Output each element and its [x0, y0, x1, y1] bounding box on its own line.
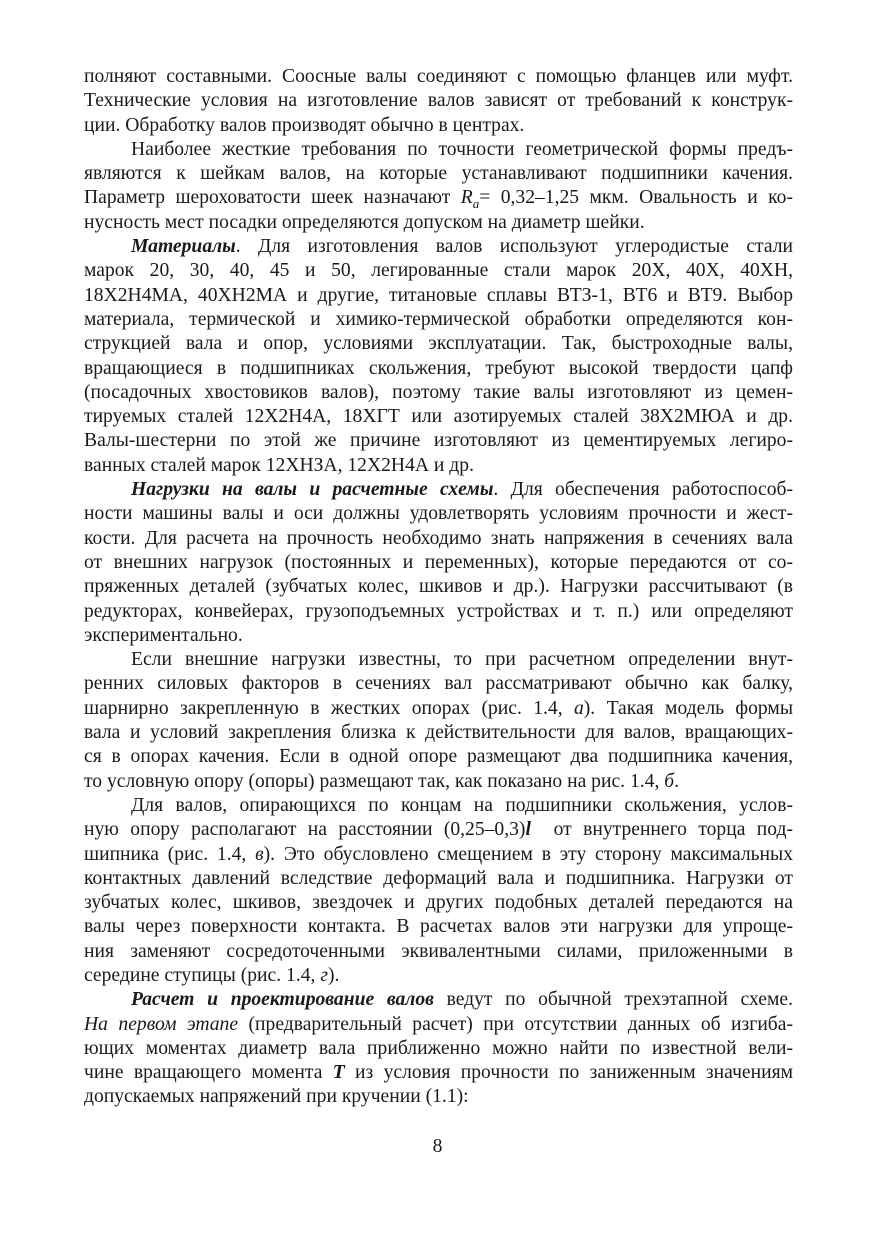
- figure-ref-letter: а: [573, 697, 584, 719]
- text-line: нусность мест посадки определяются допуском на диаметр шейки.: [84, 211, 645, 233]
- text-line: ния заменяют сосредоточенными эквивалентными силами, приложенными в: [84, 940, 793, 962]
- torque-symbol: T: [332, 1062, 345, 1084]
- page-number: 8: [432, 1136, 443, 1157]
- text-fragment: шарнирно закрепленную в жестких опорах (рис. 1.4,: [84, 697, 574, 719]
- text-line: вала и условий закрепления близка к действительности для валов, вращающих-: [84, 722, 793, 744]
- text-line: пряженных деталей (зубчатых колес, шкивов и др.). Нагрузки рассчитывают (в: [84, 576, 793, 598]
- figure-ref-letter: г: [320, 964, 328, 986]
- text-fragment: ). Такая модель формы: [583, 697, 793, 719]
- text-line: ренних силовых факторов в сечениях вал рассматривают обычно как балку,: [84, 673, 793, 695]
- text-fragment: чине вращающего момента: [84, 1062, 333, 1084]
- text-line: Наиболее жесткие требования по точности геометрической формы предъ-: [131, 138, 793, 160]
- text-fragment: = 0,32–1,25 мкм. Овальность и ко-: [479, 187, 793, 209]
- text-fragment: от внутреннего торца под-: [530, 819, 793, 841]
- section-heading-loads: Нагрузки на валы и расчетные схемы: [131, 479, 494, 501]
- text-line: ся в опорах качения. Если в одной опоре размещают два подшипника качения,: [84, 746, 793, 768]
- text-line: струкцией вала и опор, условиями эксплуатации. Так, быстроходные валы,: [84, 333, 793, 355]
- section-heading-materials: Материалы: [131, 236, 236, 258]
- text-fragment: Параметр шероховатости шеек назначают: [84, 187, 461, 209]
- text-line: [84, 818, 793, 842]
- text-line: (посадочных хвостовиков валов), поэтому такие валы изготовляют из цемен-: [84, 381, 793, 403]
- text-line: ции. Обработку валов производят обычно в центрах.: [84, 114, 525, 136]
- text-fragment: . Для обеспечения работоспособ-: [493, 479, 793, 501]
- text-line: экспериментально.: [84, 624, 243, 646]
- text-line: [84, 964, 793, 988]
- text-line: ющих моментах диаметр вала приближенно можно найти по известной вели-: [84, 1037, 793, 1059]
- text-line: редукторах, конвейерах, грузоподъемных устройствах и т. п.) или определяют: [84, 600, 793, 622]
- body-text: [84, 65, 793, 1110]
- text-fragment: то условную опору (опоры) размещают так, как показано на рис. 1.4,: [84, 770, 665, 792]
- text-line: [84, 843, 793, 867]
- text-line: допускаемых напряжений при кручении (1.1):: [84, 1086, 469, 1108]
- text-line: полняют составными. Соосные валы соединяют с помощью фланцев или муфт.: [84, 66, 793, 87]
- text-line: марок 20, 30, 40, 45 и 50, легированные стали марок 20Х, 40Х, 40ХН,: [84, 260, 793, 282]
- text-fragment: ведут по обычной трехэтапной схеме.: [433, 989, 793, 1011]
- text-fragment: . Для изготовления валов используют углеродистые стали: [235, 236, 793, 258]
- length-symbol: l: [525, 819, 531, 841]
- roughness-symbol: R: [460, 187, 473, 209]
- text-line: тируемых сталей 12Х2Н4А, 18ХГТ или азотируемых сталей 38Х2МЮА и др.: [84, 406, 793, 428]
- text-line: [84, 770, 793, 794]
- text-line: зубчатых колес, шкивов, звездочек и других подобных деталей передаются на: [84, 892, 793, 914]
- text-line: [84, 235, 793, 259]
- text-line: от внешних нагрузок (постоянных и переменных), которые передаются от со-: [84, 551, 793, 573]
- text-fragment: ную опору располагают на расстоянии (0,25–0,3): [84, 819, 526, 841]
- text-line: валы через поверхности контакта. В расчетах валов эти нагрузки для упроще-: [84, 916, 793, 938]
- text-line: Для валов, опирающихся по концам на подшипники скольжения, услов-: [131, 794, 793, 816]
- figure-ref-letter: б: [664, 770, 675, 792]
- figure-ref-letter: в: [255, 843, 264, 865]
- text-line: [84, 186, 793, 210]
- text-line: [84, 697, 793, 721]
- text-line: [84, 478, 793, 502]
- text-line: Валы-шестерни по этой же причине изготовляют из цементируемых легиро-: [84, 430, 793, 452]
- text-fragment: из условия прочности по заниженным значениям: [344, 1062, 793, 1084]
- text-line: 18Х2Н4МА, 40ХН2МА и другие, титановые сплавы ВТЗ-1, ВТ6 и ВТ9. Выбор: [84, 284, 793, 306]
- text-line: кости. Для расчета на прочность необходимо знать напряжения в сечениях вала: [84, 527, 793, 549]
- text-line: ности машины валы и оси должны удовлетворять условиям прочности и жест-: [84, 503, 793, 525]
- text-fragment: .: [674, 770, 680, 792]
- roughness-subscript: a: [472, 196, 480, 211]
- text-line: материала, термической и химико-термической обработки определяются кон-: [84, 308, 793, 330]
- text-line: Если внешние нагрузки известны, то при расчетном определении внут-: [131, 649, 793, 671]
- text-line: Технические условия на изготовление валов зависят от требований к конструк-: [84, 90, 793, 112]
- stage-label: На первом этапе: [84, 1013, 239, 1035]
- text-fragment: середине ступицы (рис. 1.4,: [84, 964, 321, 986]
- text-line: [84, 1061, 793, 1085]
- text-line: являются к шейкам валов, на которые устанавливают подшипники качения.: [84, 163, 793, 185]
- text-fragment: шипника (рис. 1.4,: [84, 843, 256, 865]
- text-fragment: (предварительный расчет) при отсутствии данных об изгиба-: [238, 1013, 793, 1035]
- text-fragment: ).: [327, 964, 340, 986]
- text-line: [84, 988, 793, 1012]
- section-heading-design: Расчет и проектирование валов: [131, 989, 434, 1011]
- text-line: [84, 1013, 793, 1037]
- text-line: ванных сталей марок 12ХНЗА, 12Х2Н4А и др.: [84, 454, 474, 476]
- text-line: вращающиеся в подшипниках скольжения, требуют высокой твердости цапф: [84, 357, 793, 379]
- text-fragment: ). Это обусловлено смещением в эту сторону максимальных: [263, 843, 793, 865]
- text-line: контактных давлений вследствие деформаций вала и подшипника. Нагрузки от: [84, 867, 793, 889]
